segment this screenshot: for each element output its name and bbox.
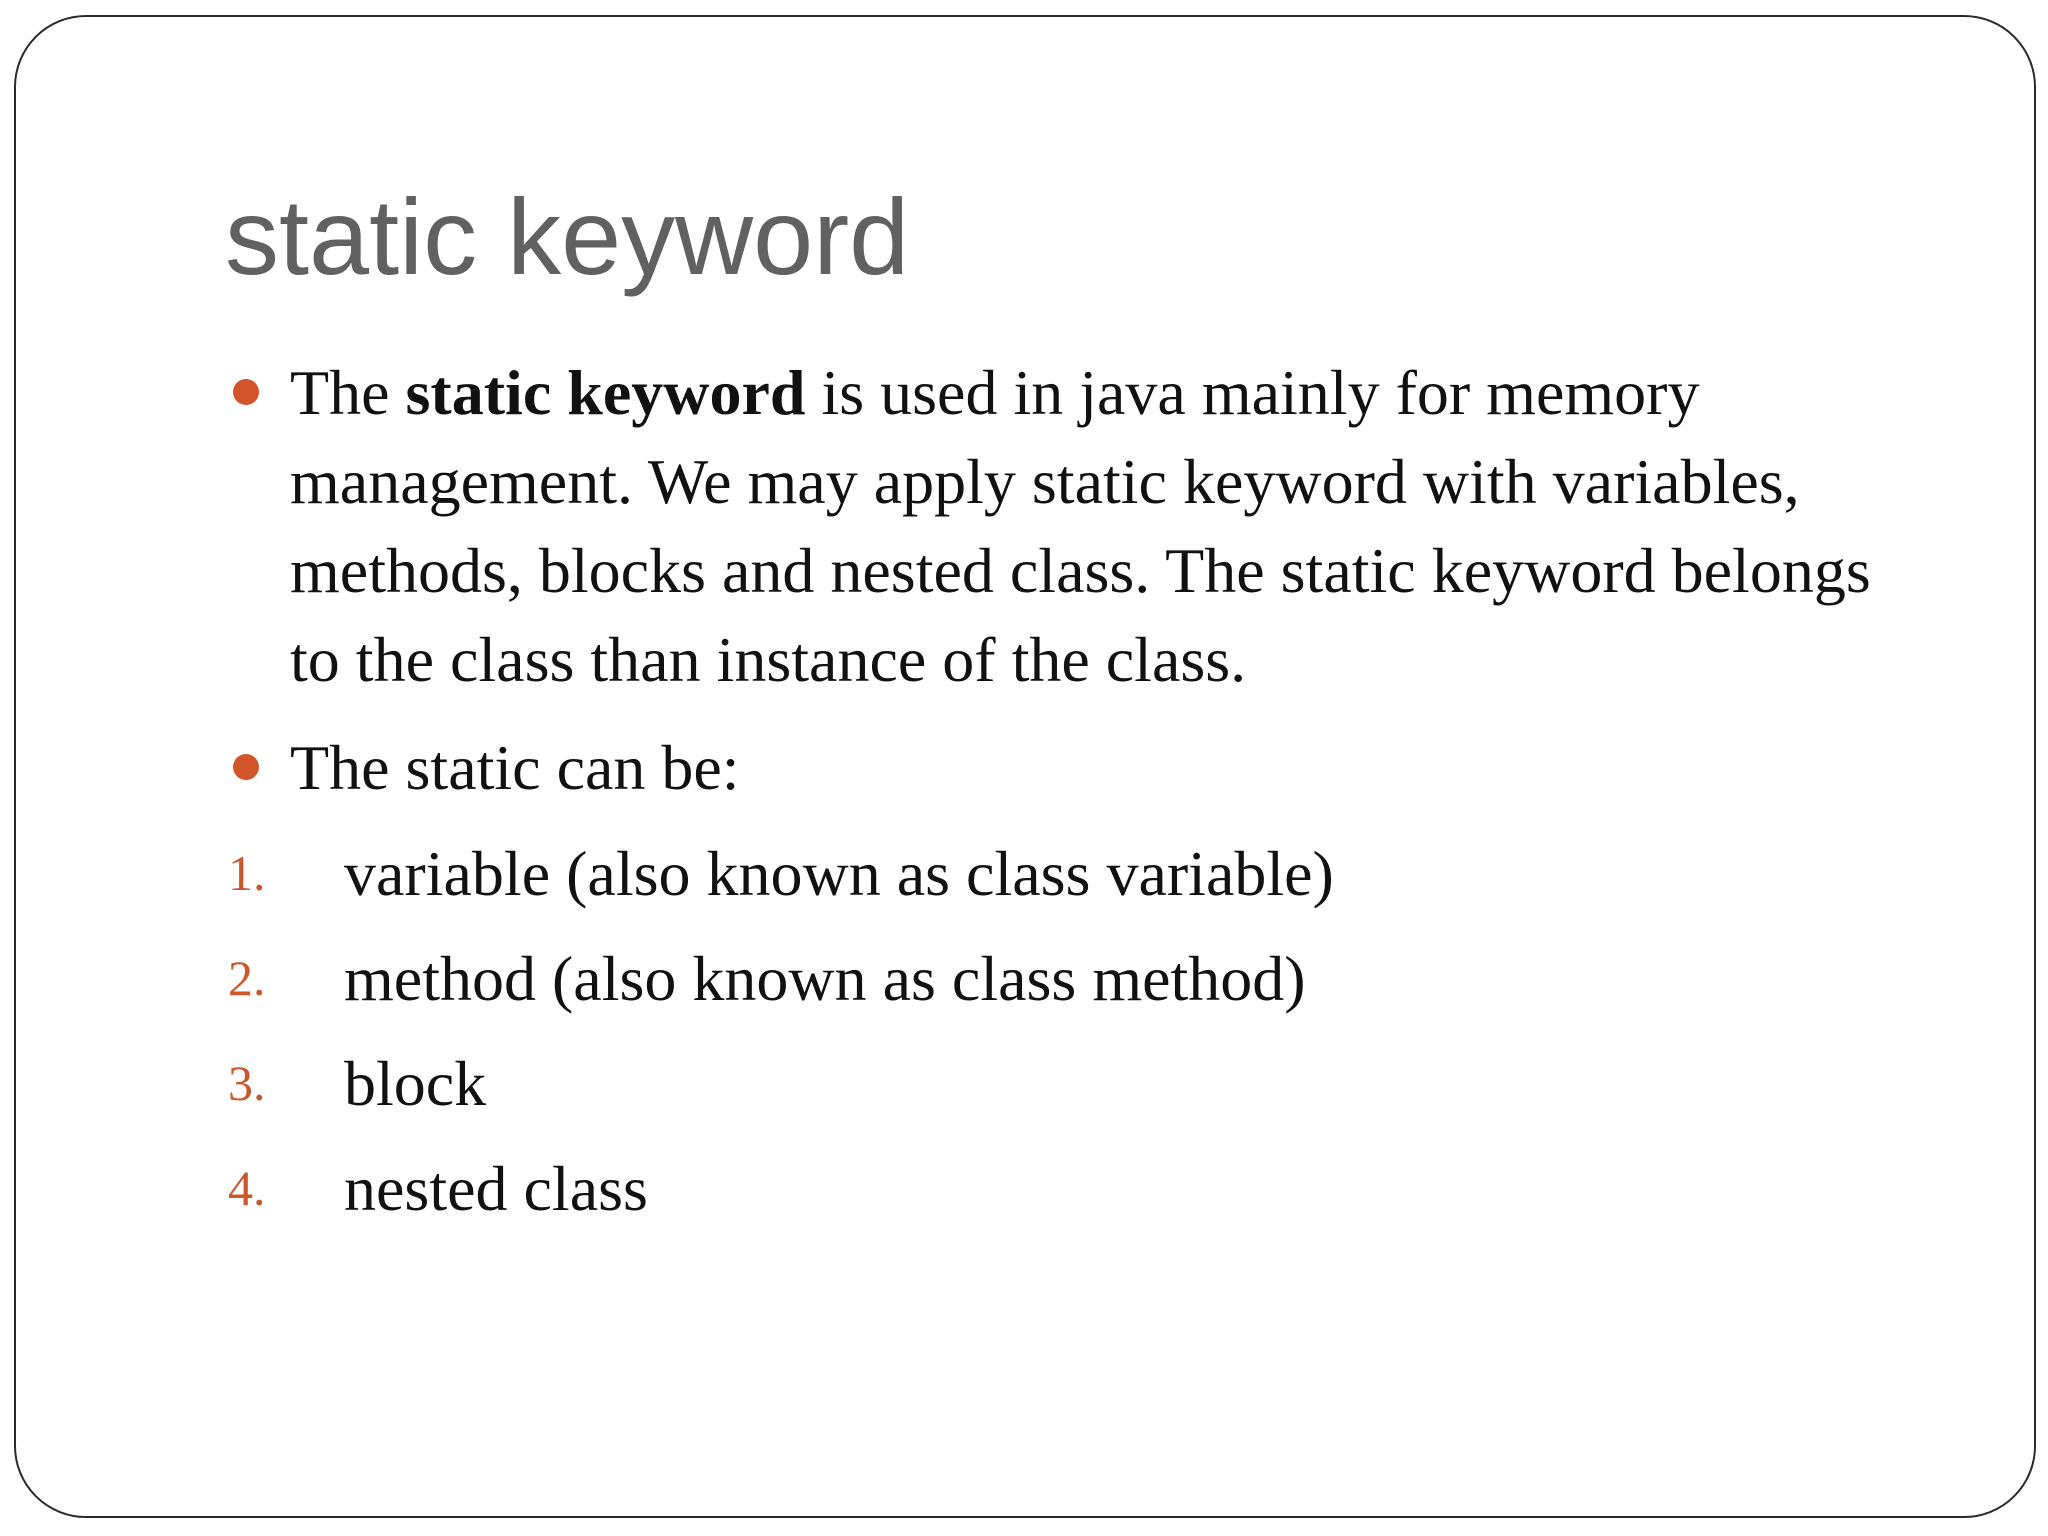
item-number: 4. xyxy=(228,1160,266,1216)
bullet-dot-icon xyxy=(233,754,259,780)
bullet-item xyxy=(290,348,1871,704)
item-text: method (also known as class method) xyxy=(344,943,1306,1014)
bullet-line: The static keyword is used in java mainly for memory xyxy=(290,357,1700,428)
bullet-line: to the class than instance of the class. xyxy=(290,624,1247,695)
item-number: 3. xyxy=(228,1055,266,1111)
bullet-line: methods, blocks and nested class. The static keyword belongs xyxy=(290,535,1871,606)
bullet-line: management. We may apply static keyword with variables, xyxy=(290,446,1800,517)
bullet-line: The static can be: xyxy=(290,732,740,803)
bullet-item xyxy=(290,723,740,812)
slide xyxy=(14,15,2036,1518)
item-text: block xyxy=(344,1048,487,1119)
item-number: 1. xyxy=(228,845,266,901)
item-text: variable (also known as class variable) xyxy=(344,838,1334,909)
bold-term: static keyword xyxy=(405,357,806,428)
slide-title: static keyword xyxy=(225,176,910,297)
item-text: nested class xyxy=(344,1153,648,1224)
item-number: 2. xyxy=(228,950,266,1006)
bullet-dot-icon xyxy=(233,379,259,405)
